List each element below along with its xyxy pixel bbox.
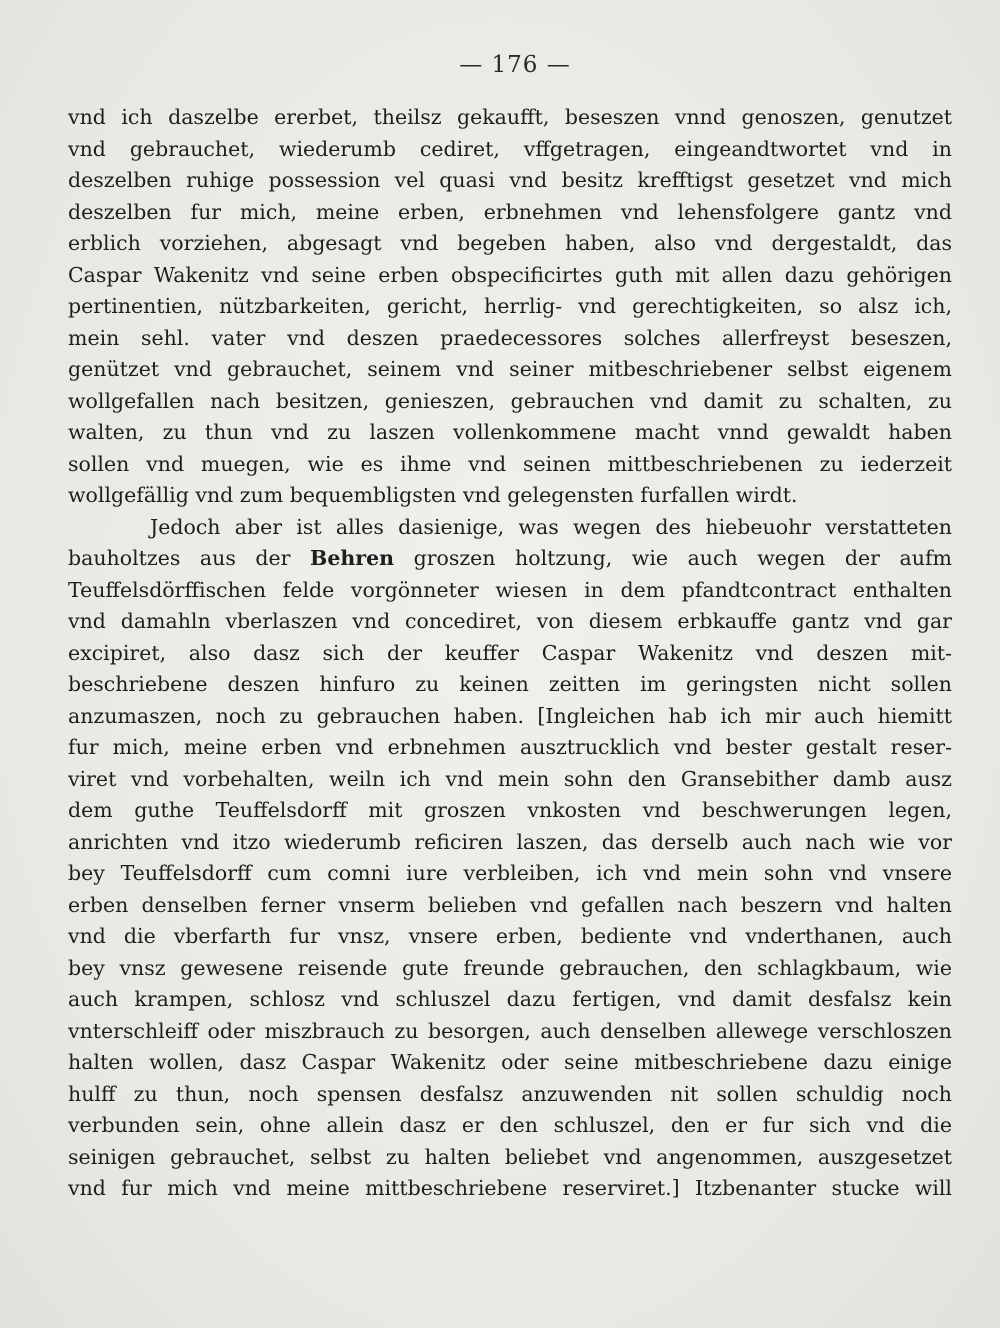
text-segment: groszen holtzung, wie auch wegen der aufm <box>394 546 952 570</box>
text-line: genützet vnd gebrauchet, seinem vnd seiner mitbeschriebener selbst eigenem <box>68 357 952 381</box>
text-line: pertinentien, nützbarkeiten, gericht, herrlig- vnd gerechtigkeiten, so alsz ich, <box>68 294 952 318</box>
text-line: erblich vorziehen, abgesagt vnd begeben haben, also vnd dergestaldt, das <box>68 231 952 255</box>
text-line: sollen vnd muegen, wie es ihme vnd seinen mittbeschriebenen zu iederzeit <box>68 451 952 476</box>
paragraph-end-line: wollgefällig vnd zum bequembligsten vnd gelegensten furfallen wirdt. <box>68 483 798 507</box>
text-line: bey vnsz gewesene reisende gute freunde gebrauchen, den schlagkbaum, wie <box>68 955 952 980</box>
text-line: bey Teuffelsdorff cum comni iure verbleiben, ich vnd mein sohn vnd vnsere <box>68 861 952 885</box>
text-line: vnd gebrauchet, wiederumb cediret, vffgetragen, eingeandtwortet vnd in <box>68 136 952 161</box>
text-line: Caspar Wakenitz vnd seine erben obspecificirtes guth mit allen dazu gehörigen <box>68 262 952 287</box>
page-number: — 176 — <box>459 52 571 78</box>
text-line-with-bold <box>68 543 952 575</box>
text-line: fur mich, meine erben vnd erbnehmen ausztrucklich vnd bester gestalt reser- <box>68 735 952 759</box>
text-line: vnd ich daszelbe ererbet, theilsz gekaufft, beseszen vnnd genoszen, genutzet <box>68 105 952 129</box>
text-line: mein sehl. vater vnd deszen praedecessores solches allerfreyst beseszen, <box>68 325 952 350</box>
text-line: auch krampen, schlosz vnd schluszel dazu fertigen, vnd damit desfalsz kein <box>68 987 952 1011</box>
text-line: halten wollen, dasz Caspar Wakenitz oder seine mitbeschriebene dazu einige <box>68 1050 952 1074</box>
text-line: walten, zu thun vnd zu laszen vollenkommene macht vnnd gewaldt haben <box>68 420 952 444</box>
text-line: deszelben fur mich, meine erben, erbnehmen vnd lehensfolgere gantz vnd <box>68 199 952 224</box>
paragraph-start-line: Jedoch aber ist alles dasienige, was wegen des hiebeuohr verstatteten <box>150 514 952 539</box>
text-line: vnd fur mich vnd meine mittbeschriebene reserviret.] Itzbenanter stucke will <box>68 1176 952 1200</box>
text-line: deszelben ruhige possession vel quasi vnd besitz krefftigst gesetzet vnd mich <box>68 168 952 192</box>
text-segment: bauholtzes aus der <box>68 546 310 570</box>
text-line: seinigen gebrauchet, selbst zu halten beliebet vnd angenommen, auszgesetzet <box>68 1144 952 1169</box>
body-text <box>68 102 952 1205</box>
text-line: viret vnd vorbehalten, weiln ich vnd mein sohn den Gransebither damb ausz <box>68 766 952 791</box>
text-line: vnd damahln vberlaszen vnd concediret, von diesem erbkauffe gantz vnd gar <box>68 609 952 633</box>
text-line: wollgefallen nach besitzen, genieszen, gebrauchen vnd damit zu schalten, zu <box>68 388 952 413</box>
bold-place-name: Behren <box>310 546 395 570</box>
text-line: excipiret, also dasz sich der keuffer Caspar Wakenitz vnd deszen mit- <box>68 640 952 665</box>
text-line: dem guthe Teuffelsdorff mit groszen vnkosten vnd beschwerungen legen, <box>68 798 952 822</box>
text-line: vnterschleiff oder miszbrauch zu besorgen, auch denselben allewege verschloszen <box>68 1018 952 1043</box>
text-line: hulff zu thun, noch spensen desfalsz anzuwenden nit sollen schuldig noch <box>68 1081 952 1106</box>
text-line: verbunden sein, ohne allein dasz er den schluszel, den er fur sich vnd die <box>68 1113 952 1137</box>
text-line: Teuffelsdörffischen felde vorgönneter wiesen in dem pfandtcontract enthalten <box>68 577 952 602</box>
text-line: erben denselben ferner vnserm belieben vnd gefallen nach beszern vnd halten <box>68 892 952 917</box>
text-line: anzumaszen, noch zu gebrauchen haben. [Ingleichen hab ich mir auch hiemitt <box>68 703 952 728</box>
text-line: beschriebene deszen hinfuro zu keinen zeitten im geringsten nicht sollen <box>68 672 952 696</box>
text-line: vnd die vberfarth fur vnsz, vnsere erben, bediente vnd vnderthanen, auch <box>68 924 952 948</box>
text-line: anrichten vnd itzo wiederumb reficiren laszen, das derselb auch nach wie vor <box>68 829 952 854</box>
